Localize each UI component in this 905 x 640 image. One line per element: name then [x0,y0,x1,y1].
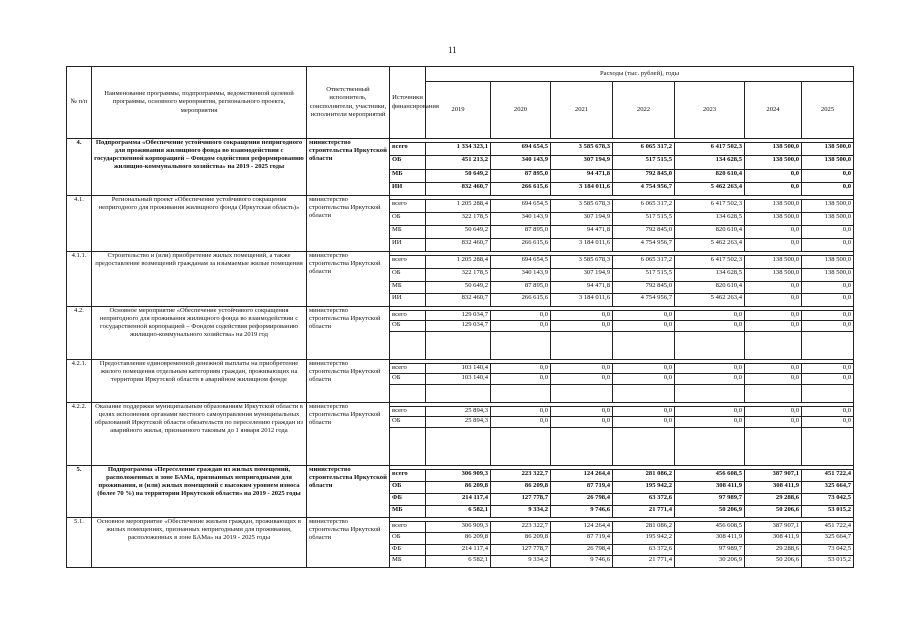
section-number: 5.1. [67,517,92,567]
amount-cell: 0,0 [745,239,802,252]
amount-cell: 451 722,4 [802,521,854,532]
amount-cell: 9 334,2 [491,505,551,517]
amount-cell: 792 845,0 [613,169,675,182]
amount-cell: 307 194,9 [551,268,613,281]
amount-cell: 308 411,9 [675,481,745,493]
amount-cell: 517 515,5 [613,213,675,226]
amount-cell: 0,0 [551,406,613,417]
amount-cell: 0,0 [802,310,854,321]
amount-cell: 325 664,7 [802,481,854,493]
funding-source: ОБ [390,417,426,428]
amount-cell: 127 778,7 [491,544,551,555]
empty-cell [675,384,745,402]
amount-cell: 0,0 [745,374,802,385]
amount-cell: 29 288,6 [745,493,802,505]
amount-cell: 138 500,0 [745,143,802,156]
amount-cell: 6 065 317,2 [613,200,675,213]
amount-cell: 3 585 678,3 [551,143,613,156]
section-executor: министерство строительства Иркутской области [307,517,390,567]
funding-source: всего [390,143,426,156]
amount-cell: 266 615,6 [491,294,551,307]
amount-cell: 214 117,4 [426,493,491,505]
amount-cell: 0,0 [802,182,854,195]
amount-cell: 5 462 263,4 [675,239,745,252]
amount-cell: 6 582,1 [426,505,491,517]
amount-cell: 0,0 [675,406,745,417]
amount-cell: 5 462 263,4 [675,294,745,307]
funding-source: всего [390,310,426,321]
amount-cell: 0,0 [802,417,854,428]
amount-cell: 307 194,9 [551,156,613,169]
amount-cell: 306 909,3 [426,469,491,481]
amount-cell: 0,0 [745,321,802,332]
amount-cell: 94 471,8 [551,226,613,239]
amount-cell: 4 754 956,7 [613,182,675,195]
amount-cell: 87 719,4 [551,533,613,544]
amount-cell: 281 086,2 [613,469,675,481]
section-number: 4.1.1. [67,252,92,307]
amount-cell: 3 585 678,3 [551,200,613,213]
amount-cell: 138 500,0 [745,200,802,213]
funding-source: ИИ [390,182,426,195]
amount-cell: 0,0 [802,363,854,374]
amount-cell: 0,0 [613,417,675,428]
amount-cell: 0,0 [491,321,551,332]
empty-cell [613,427,675,465]
amount-cell: 30 206,9 [675,556,745,567]
amount-cell: 0,0 [745,281,802,294]
amount-cell: 0,0 [802,239,854,252]
header-executor: Ответственный исполнитель, соисполнители, участники, исполнители мероприятий [307,67,390,139]
funding-source: ОБ [390,156,426,169]
amount-cell: 86 209,8 [426,533,491,544]
funding-source: ОБ [390,321,426,332]
section-name: Основное мероприятие «Обеспечение жильем граждан, проживающих в жилых помещениях, признанных непригодными для проживания, расположенных в зоне БАМа» на 2019 - 2025 годы [92,517,307,567]
empty-cell [390,331,426,359]
amount-cell: 266 615,6 [491,182,551,195]
amount-cell: 308 411,9 [675,533,745,544]
amount-cell: 86 209,8 [491,481,551,493]
amount-cell: 0,0 [802,226,854,239]
amount-cell: 6 065 317,2 [613,143,675,156]
empty-cell [551,427,613,465]
funding-source: ИИ [390,239,426,252]
section-executor: министерство строительства Иркутской области [307,306,390,359]
funding-source: МБ [390,281,426,294]
empty-cell [426,384,491,402]
funding-source: МБ [390,226,426,239]
amount-cell: 0,0 [613,363,675,374]
amount-cell: 25 894,3 [426,417,491,428]
amount-cell: 138 500,0 [802,156,854,169]
amount-cell: 6 417 502,3 [675,200,745,213]
empty-cell [491,427,551,465]
table-body [67,139,854,568]
empty-cell [426,331,491,359]
section-name: Основное мероприятие «Обеспечение устойчивого сокращения непригодного для проживания жилищного фонда во взаимодействии с государственной корпорацией – Фондом содействия реформированию жилищно-коммунального хозяйства» на 2019 год [92,306,307,359]
amount-cell: 214 117,4 [426,544,491,555]
amount-cell: 129 034,7 [426,321,491,332]
section-number: 4. [67,139,92,196]
amount-cell: 0,0 [551,310,613,321]
amount-cell: 86 209,8 [426,481,491,493]
amount-cell: 127 778,7 [491,493,551,505]
amount-cell: 306 909,3 [426,521,491,532]
amount-cell: 50 649,2 [426,169,491,182]
amount-cell: 517 515,5 [613,268,675,281]
amount-cell: 3 184 011,6 [551,239,613,252]
amount-cell: 0,0 [491,374,551,385]
amount-cell: 0,0 [745,169,802,182]
header-year: 2023 [675,82,745,139]
amount-cell: 0,0 [802,169,854,182]
amount-cell: 86 209,8 [491,533,551,544]
amount-cell: 9 746,6 [551,556,613,567]
amount-cell: 0,0 [745,310,802,321]
funding-source: ФБ [390,544,426,555]
amount-cell: 0,0 [613,321,675,332]
funding-source: всего [390,521,426,532]
funding-source: всего [390,406,426,417]
amount-cell: 694 654,5 [491,200,551,213]
section-executor: министерство строительства Иркутской области [307,465,390,517]
amount-cell: 1 205 288,4 [426,256,491,269]
amount-cell: 138 500,0 [802,200,854,213]
amount-cell: 820 610,4 [675,281,745,294]
amount-cell: 21 771,4 [613,556,675,567]
amount-cell: 138 500,0 [802,143,854,156]
amount-cell: 53 015,2 [802,505,854,517]
header-year: 2022 [613,82,675,139]
empty-cell [613,384,675,402]
section-executor: министерство строительства Иркутской области [307,402,390,465]
amount-cell: 195 942,2 [613,533,675,544]
section-executor: министерство строительства Иркутской области [307,196,390,252]
amount-cell: 832 460,7 [426,294,491,307]
funding-source: МБ [390,169,426,182]
amount-cell: 451 722,4 [802,469,854,481]
amount-cell: 456 608,5 [675,469,745,481]
amount-cell: 0,0 [675,363,745,374]
section-name: Подпрограмма «Переселение граждан из жилых помещений, расположенных в зоне БАМа, признанных непригодными для проживания, и (или) жилых помещений с высоким уровнем износа (более 70 %) на территории Иркутской области» на 2019 - 2025 годы [92,465,307,517]
amount-cell: 4 754 956,7 [613,239,675,252]
funding-source: всего [390,256,426,269]
empty-cell [491,384,551,402]
amount-cell: 9 746,6 [551,505,613,517]
section-number: 4.2.1. [67,359,92,402]
amount-cell: 694 654,5 [491,256,551,269]
amount-cell: 308 411,9 [745,533,802,544]
funding-source: ОБ [390,533,426,544]
amount-cell: 26 798,4 [551,544,613,555]
header-num: № п/п [67,67,92,139]
page-number: 11 [448,45,457,55]
amount-cell: 97 989,7 [675,493,745,505]
amount-cell: 103 140,4 [426,363,491,374]
empty-cell [613,331,675,359]
amount-cell: 223 322,7 [491,469,551,481]
funding-source: ОБ [390,213,426,226]
funding-source: ФБ [390,493,426,505]
amount-cell: 94 471,8 [551,281,613,294]
amount-cell: 50 206,6 [745,505,802,517]
amount-cell: 456 608,5 [675,521,745,532]
amount-cell: 832 460,7 [426,182,491,195]
amount-cell: 138 500,0 [745,213,802,226]
empty-cell [551,331,613,359]
amount-cell: 451 213,2 [426,156,491,169]
empty-cell [745,384,802,402]
section-number: 4.1. [67,196,92,252]
amount-cell: 124 264,4 [551,521,613,532]
amount-cell: 0,0 [802,406,854,417]
section-name: Предоставление единовременной денежной выплаты на приобретение жилого помещения отдельным категориям граждан, проживающих на территории Иркутской области в аварийном жилищном фонде [92,359,307,402]
funding-source: всего [390,200,426,213]
empty-cell [390,384,426,402]
empty-cell [390,427,426,465]
section-name: Оказание поддержки муниципальным образованиям Иркутской области в целях исполнения органами местного самоуправления муниципальных образований Иркутской области обязательств по переселению граждан из аварийного жилья, признанного таковым до 1 января 2012 года [92,402,307,465]
amount-cell: 0,0 [613,406,675,417]
amount-cell: 50 649,2 [426,226,491,239]
amount-cell: 4 754 956,7 [613,294,675,307]
amount-cell: 87 719,4 [551,481,613,493]
amount-cell: 50 206,9 [675,505,745,517]
section-name: Строительство и (или) приобретение жилых помещений, а также предоставление возмещений гражданам за изымаемые жилые помещения [92,252,307,307]
amount-cell: 820 610,4 [675,226,745,239]
amount-cell: 138 500,0 [802,268,854,281]
empty-cell [491,331,551,359]
amount-cell: 325 664,7 [802,533,854,544]
funding-source: ИИ [390,294,426,307]
amount-cell: 0,0 [675,374,745,385]
amount-cell: 0,0 [745,406,802,417]
amount-cell: 0,0 [613,374,675,385]
header-expenses: Расходы (тыс. рублей), годы [426,67,854,82]
amount-cell: 387 907,1 [745,521,802,532]
header-year: 2024 [745,82,802,139]
amount-cell: 63 372,6 [613,544,675,555]
header-year: 2020 [491,82,551,139]
table-header [67,67,854,139]
header-year: 2021 [551,82,613,139]
amount-cell: 322 178,5 [426,213,491,226]
amount-cell: 50 206,6 [745,556,802,567]
amount-cell: 6 417 502,3 [675,143,745,156]
amount-cell: 134 628,5 [675,213,745,226]
amount-cell: 223 322,7 [491,521,551,532]
amount-cell: 340 143,9 [491,156,551,169]
amount-cell: 517 515,5 [613,156,675,169]
amount-cell: 0,0 [802,281,854,294]
amount-cell: 1 334 323,1 [426,143,491,156]
section-number: 4.2.2. [67,402,92,465]
amount-cell: 6 582,1 [426,556,491,567]
amount-cell: 308 411,9 [745,481,802,493]
funding-source: МБ [390,556,426,567]
amount-cell: 25 894,3 [426,406,491,417]
amount-cell: 195 942,2 [613,481,675,493]
amount-cell: 0,0 [551,321,613,332]
amount-cell: 0,0 [491,406,551,417]
amount-cell: 138 500,0 [745,268,802,281]
section-number: 5. [67,465,92,517]
empty-cell [802,427,854,465]
empty-cell [802,331,854,359]
amount-cell: 53 015,2 [802,556,854,567]
header-year: 2025 [802,82,854,139]
empty-cell [426,427,491,465]
amount-cell: 29 288,6 [745,544,802,555]
amount-cell: 129 034,7 [426,310,491,321]
amount-cell: 0,0 [745,226,802,239]
amount-cell: 73 042,5 [802,544,854,555]
section-number: 4.2. [67,306,92,359]
funding-source: ОБ [390,268,426,281]
amount-cell: 138 500,0 [802,213,854,226]
amount-cell: 387 907,1 [745,469,802,481]
empty-cell [675,427,745,465]
amount-cell: 0,0 [745,417,802,428]
amount-cell: 266 615,6 [491,239,551,252]
amount-cell: 0,0 [675,321,745,332]
amount-cell: 26 798,4 [551,493,613,505]
amount-cell: 6 065 317,2 [613,256,675,269]
amount-cell: 340 143,9 [491,268,551,281]
amount-cell: 5 462 263,4 [675,182,745,195]
funding-source: ОБ [390,481,426,493]
amount-cell: 87 895,0 [491,169,551,182]
empty-cell [675,331,745,359]
amount-cell: 124 264,4 [551,469,613,481]
amount-cell: 138 500,0 [802,256,854,269]
amount-cell: 322 178,5 [426,268,491,281]
amount-cell: 0,0 [551,363,613,374]
amount-cell: 97 989,7 [675,544,745,555]
amount-cell: 6 417 502,3 [675,256,745,269]
section-executor: министерство строительства Иркутской области [307,139,390,196]
amount-cell: 134 628,5 [675,156,745,169]
amount-cell: 0,0 [491,417,551,428]
amount-cell: 3 184 011,6 [551,182,613,195]
section-name: Региональный проект «Обеспечение устойчивого сокращения непригодного для проживания жилищного фонда (Иркутская область)» [92,196,307,252]
amount-cell: 138 500,0 [745,256,802,269]
amount-cell: 0,0 [675,310,745,321]
amount-cell: 0,0 [675,417,745,428]
header-source: Источники финансирования [390,67,426,139]
header-year: 2019 [426,82,491,139]
amount-cell: 138 500,0 [745,156,802,169]
empty-cell [551,384,613,402]
amount-cell: 94 471,8 [551,169,613,182]
empty-cell [802,384,854,402]
amount-cell: 0,0 [551,374,613,385]
amount-cell: 50 649,2 [426,281,491,294]
amount-cell: 9 334,2 [491,556,551,567]
funding-source: всего [390,469,426,481]
budget-table [66,66,854,568]
funding-source: ОБ [390,374,426,385]
amount-cell: 87 895,0 [491,281,551,294]
amount-cell: 134 628,5 [675,268,745,281]
amount-cell: 0,0 [491,310,551,321]
amount-cell: 0,0 [745,182,802,195]
amount-cell: 832 460,7 [426,239,491,252]
amount-cell: 0,0 [613,310,675,321]
section-executor: министерство строительства Иркутской области [307,252,390,307]
amount-cell: 87 895,0 [491,226,551,239]
amount-cell: 21 771,4 [613,505,675,517]
amount-cell: 73 042,5 [802,493,854,505]
empty-cell [745,331,802,359]
amount-cell: 0,0 [551,417,613,428]
amount-cell: 1 205 288,4 [426,200,491,213]
amount-cell: 0,0 [745,363,802,374]
header-name: Наименование программы, подпрограммы, ведомственной целевой программы, основного мероприятия, региональногo проекта, мероприятия [92,67,307,139]
empty-cell [745,427,802,465]
amount-cell: 0,0 [802,374,854,385]
amount-cell: 694 654,5 [491,143,551,156]
amount-cell: 792 845,0 [613,281,675,294]
amount-cell: 307 194,9 [551,213,613,226]
amount-cell: 3 585 678,3 [551,256,613,269]
amount-cell: 103 140,4 [426,374,491,385]
amount-cell: 0,0 [802,294,854,307]
amount-cell: 281 086,2 [613,521,675,532]
amount-cell: 3 184 011,6 [551,294,613,307]
section-name: Подпрограмма «Обеспечение устойчивого сокращения непригодного для проживания жилищного фонда во взаимодействии с государственной корпорацией – Фондом содействия реформированию жилищно-коммунального хозяйства» на 2019 - 2025 годы [92,139,307,196]
amount-cell: 820 610,4 [675,169,745,182]
funding-source: всего [390,363,426,374]
amount-cell: 0,0 [802,321,854,332]
amount-cell: 0,0 [745,294,802,307]
amount-cell: 63 372,6 [613,493,675,505]
amount-cell: 340 143,9 [491,213,551,226]
amount-cell: 792 845,0 [613,226,675,239]
section-executor: министерство строительства Иркутской области [307,359,390,402]
funding-source: МБ [390,505,426,517]
amount-cell: 0,0 [491,363,551,374]
